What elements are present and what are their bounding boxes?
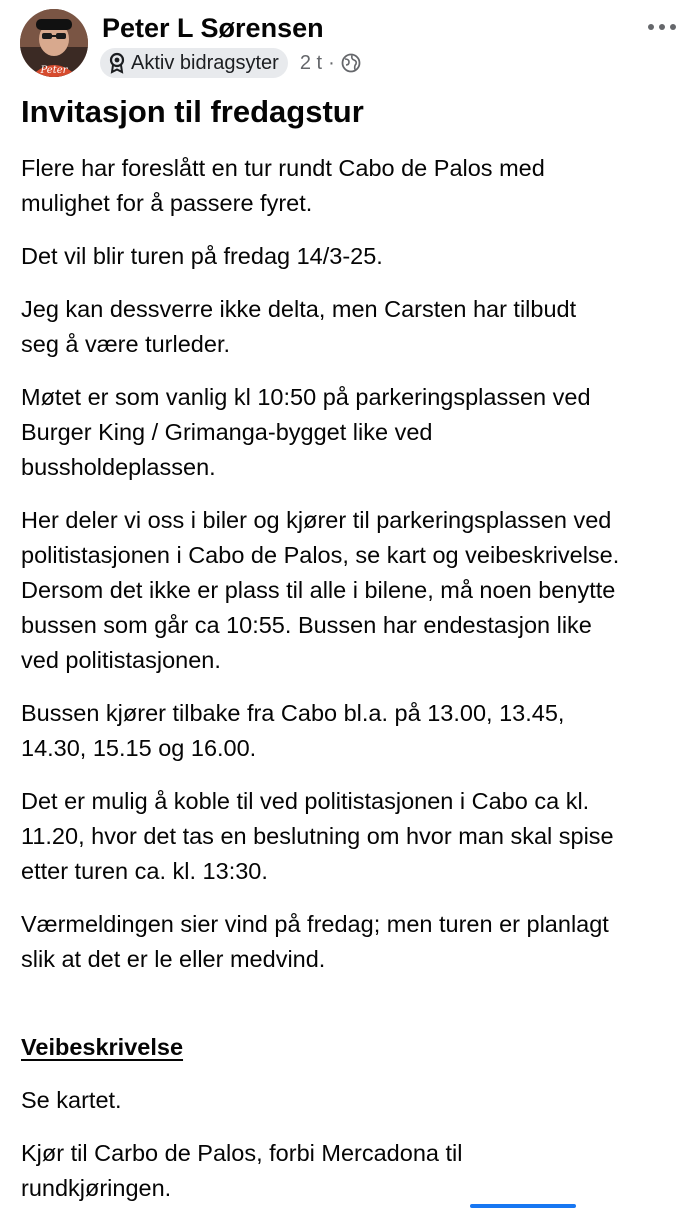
post-meta — [100, 48, 361, 78]
avatar[interactable] — [20, 9, 88, 77]
post-paragraph: Værmeldingen sier vind på fredag; men turen er planlagt slik at det er le eller medvind. — [21, 911, 609, 972]
scroll-indicator — [470, 1204, 576, 1208]
post-title: Invitasjon til fredagstur — [21, 94, 364, 129]
more-options-button[interactable] — [644, 14, 680, 40]
post-paragraph: Bussen kjører tilbake fra Cabo bl.a. på 13.00, 13.45, 14.30, 15.15 og 16.00. — [21, 700, 565, 761]
post-paragraph: Her deler vi oss i biler og kjører til parkeringsplassen ved politistasjonen i Cabo de Palos, se kart og veibeskrivelse. Dersom det ikke er plass til alle i bilene, må noen benytte bussen som går ca 10:55. Bussen har endestasjon like ved politistasjonen. — [21, 507, 620, 673]
section-paragraph: Kjør til Carbo de Palos, forbi Mercadona til rundkjøringen. — [21, 1140, 463, 1201]
section-heading: Veibeskrivelse — [21, 1034, 184, 1060]
meta-separator: · — [328, 51, 335, 74]
author-name[interactable]: Peter L Sørensen — [102, 13, 324, 43]
badge-label: Aktiv bidragsyter — [131, 51, 279, 74]
post-header — [0, 0, 698, 90]
contributor-badge-icon — [108, 52, 126, 74]
post-body — [21, 151, 691, 1210]
post-paragraph: Jeg kan dessverre ikke delta, men Carsten har tilbudt seg å være turleder. — [21, 296, 577, 357]
more-options-icon — [647, 23, 677, 31]
section-paragraph: Se kartet. — [21, 1087, 122, 1113]
avatar-label: Peter — [40, 65, 68, 76]
post-paragraph: Det vil blir turen på fredag 14/3-25. — [21, 243, 383, 269]
avatar-photo — [20, 9, 88, 77]
post-paragraph: Det er mulig å koble til ved politistasjonen i Cabo ca kl. 11.20, hvor det tas en beslutning om hvor man skal spise etter turen ca. kl. 13:30. — [21, 788, 614, 884]
post-paragraph: Møtet er som vanlig kl 10:50 på parkeringsplassen ved Burger King / Grimanga-bygget like ved bussholdeplassen. — [21, 384, 591, 480]
globe-icon[interactable] — [341, 53, 361, 73]
contributor-badge[interactable] — [100, 48, 288, 78]
post-paragraph: Flere har foreslått en tur rundt Cabo de Palos med mulighet for å passere fyret. — [21, 155, 545, 216]
post-timestamp[interactable]: 2 t — [299, 51, 323, 74]
